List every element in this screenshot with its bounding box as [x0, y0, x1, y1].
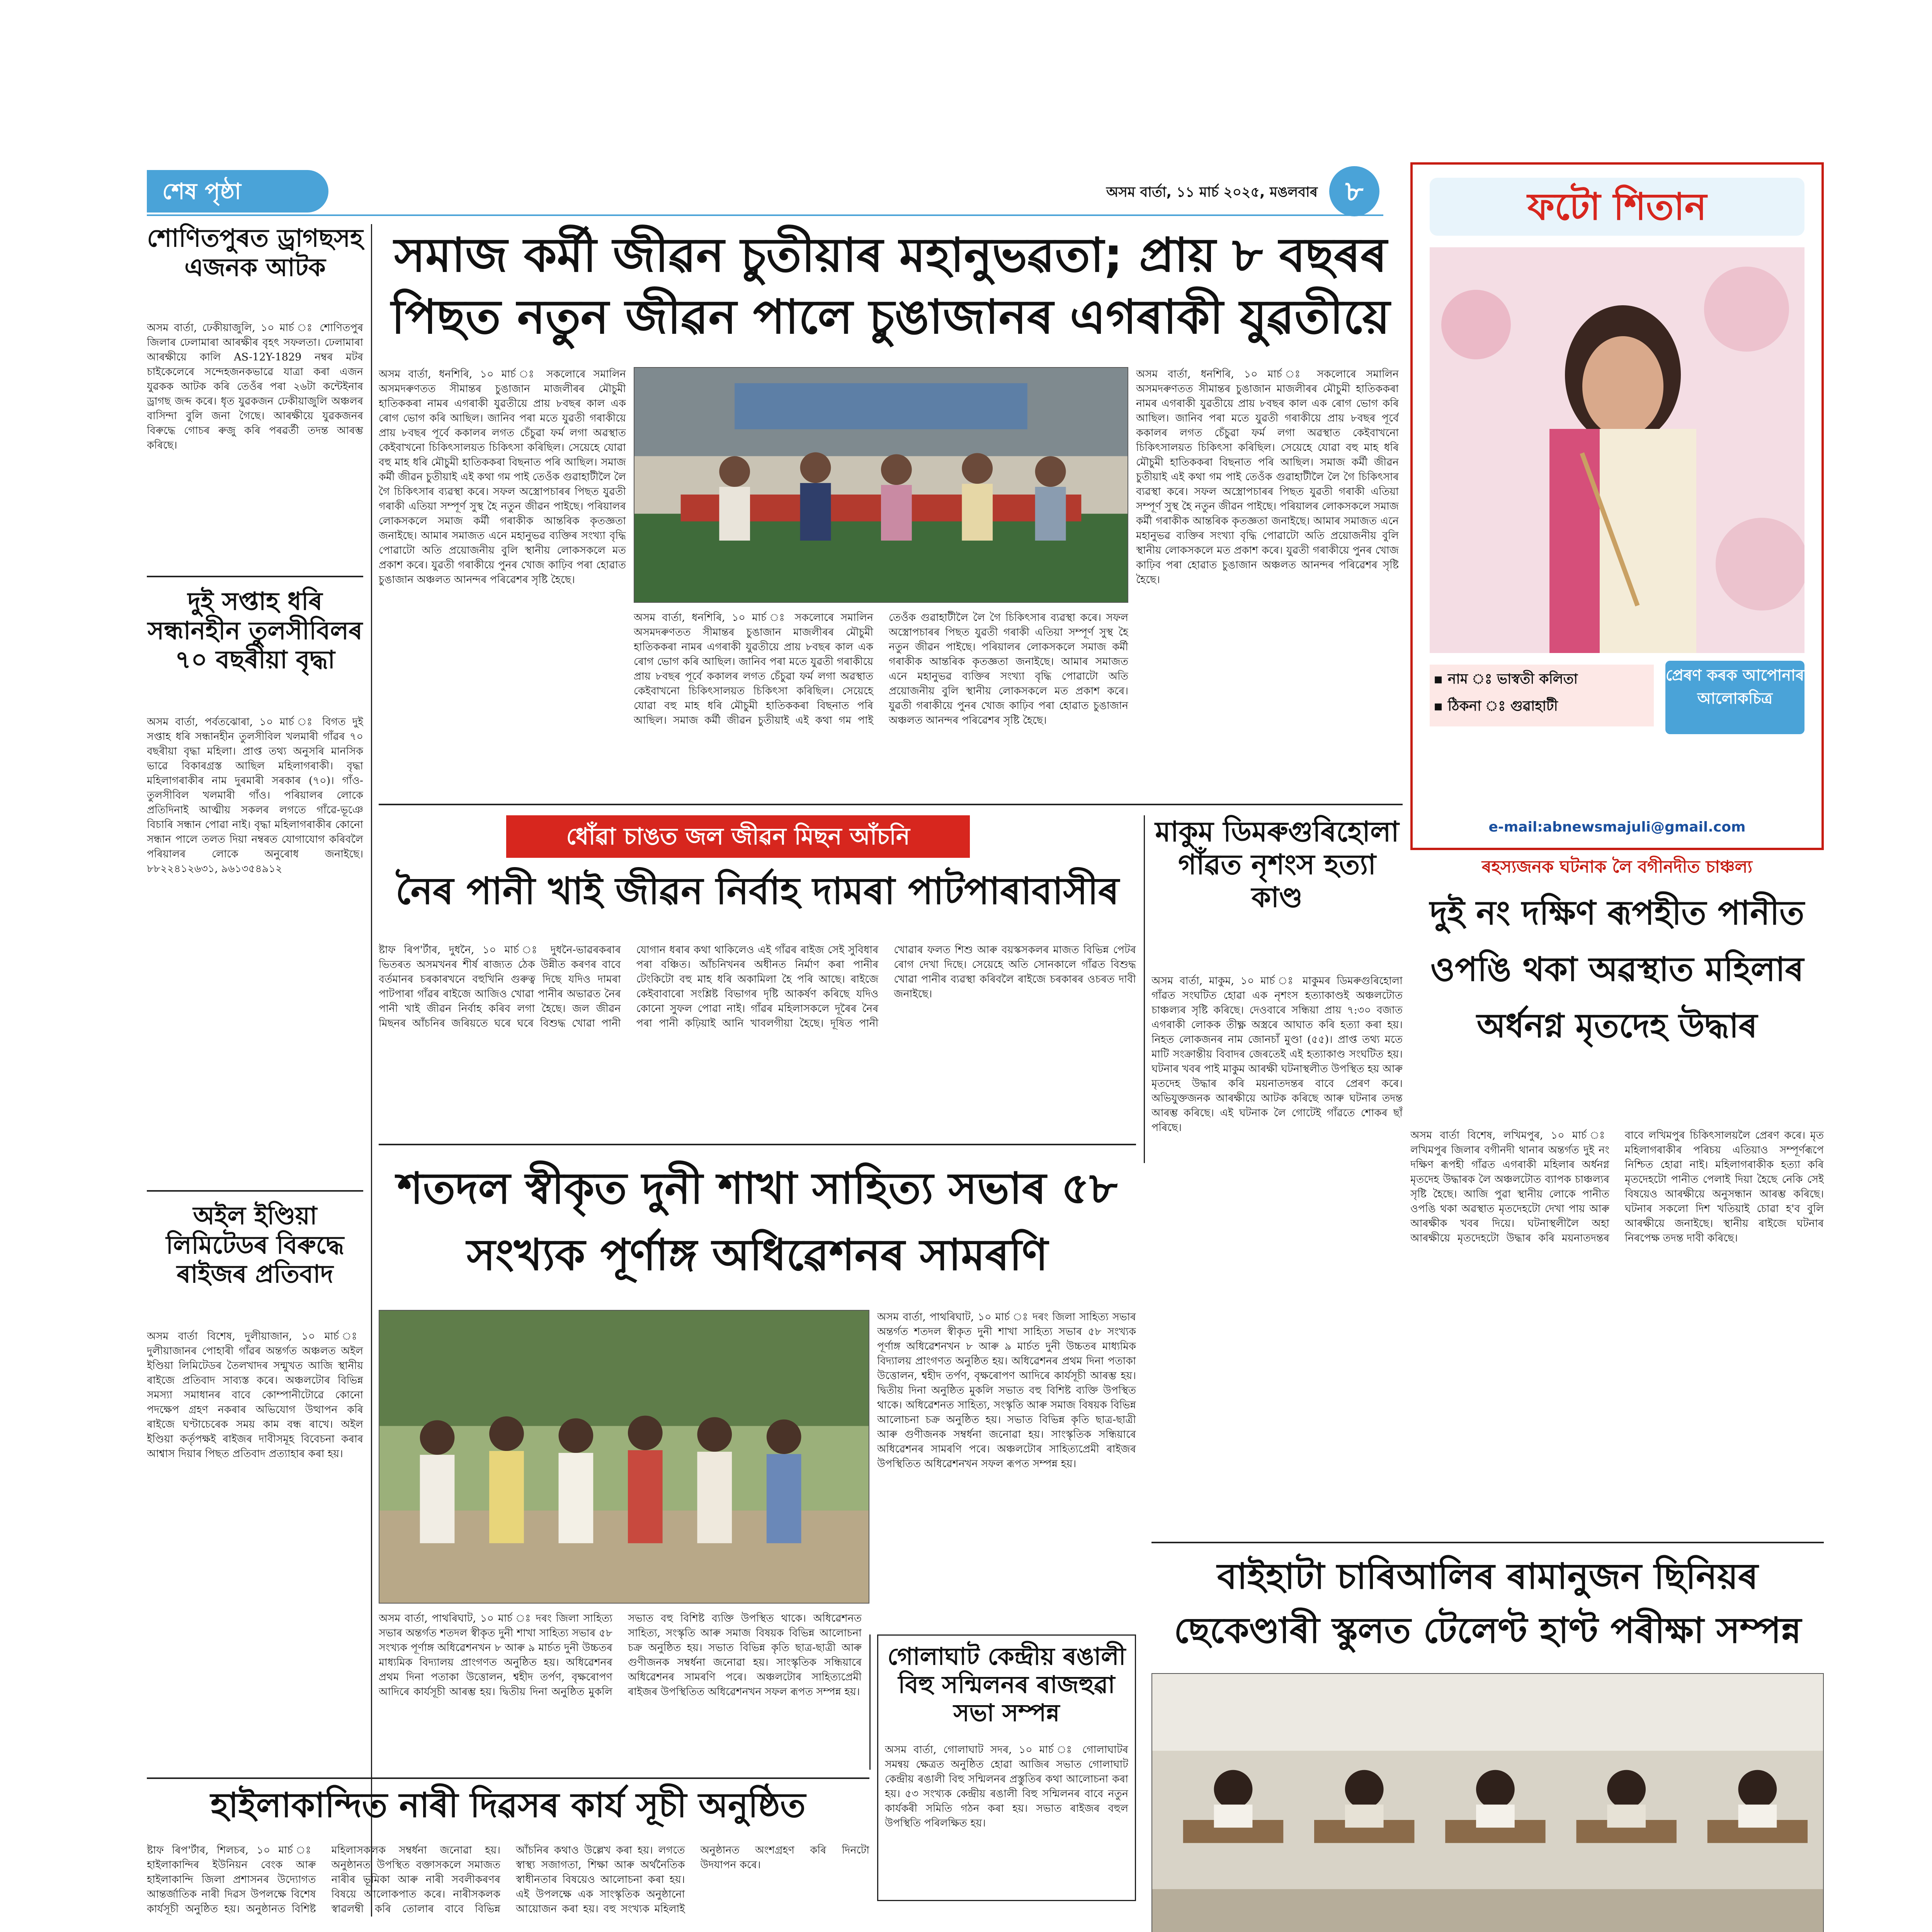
column-divider: [869, 1634, 871, 1770]
baihata-headline: বাইহাটা চাৰিআলিৰ ৰামানুজন ছিনিয়ৰ ছেকেণ্ডাৰী স্কুলত টেলেণ্ট হাণ্ট পৰীক্ষা সম্পন্ন: [1174, 1556, 1801, 1651]
column-divider: [371, 224, 372, 1917]
divider: [147, 1777, 869, 1779]
golaghat-headline: গোলাঘাট কেন্দ্ৰীয় ৰঙালী বিহু সন্মিলনৰ ৰাজহুৱা সভা সম্পন্ন: [887, 1642, 1126, 1727]
hailakandi-body: ষ্টাফ ৰিপ'ৰ্টাৰ, শিলচৰ, ১০ মাৰ্চ ঃ হাইলাকান্দিৰ ইউনিয়ন বেংক আৰু হাইলাকান্দি জিলা প্ৰশাসনৰ উদ্যোগত আন্তৰ্জাতিক নাৰী দিৱস উপলক্ষে বিশেষ কাৰ্যসূচী অনুষ্ঠিত হয়। অনুষ্ঠানত বিশিষ্ট মহিলাসকলক সম্বৰ্ধনা জনোৱা হয়। অনুষ্ঠানত উপস্থিত বক্তাসকলে সমাজত নাৰীৰ ভূমিকা আৰু নাৰী সবলীকৰণৰ বিষয়ে আলোকপাত কৰে। নাৰীসকলক স্বাৱলম্বী কৰি তোলাৰ বাবে বিভিন্ন আঁচনিৰ কথাও উল্লেখ কৰা হয়। লগতে স্বাস্থ্য সজাগতা, শিক্ষা আৰু অৰ্থনৈতিক স্বাধীনতাৰ বিষয়েও আলোচনা কৰা হয়। এই উপলক্ষে এক সাংস্কৃতিক অনুষ্ঠানো আয়োজন কৰা হয়। বহু সংখ্যক মহিলাই অনুষ্ঠানত অংশগ্ৰহণ কৰি দিনটো উদযাপন কৰে।: [147, 1844, 869, 1915]
oil-headline: অইল ইণ্ডিয়া লিমিটেডৰ বিৰুদ্ধে ৰাইজৰ প্ৰতিবাদ: [166, 1202, 344, 1289]
oil-body: অসম বাৰ্তা বিশেষ, দুলীয়াজান, ১০ মাৰ্চ ঃ দুলীয়াজানৰ পোহাৰী গাঁৱৰ অন্তৰ্গত অঞ্চলত অইল ইণ্ডিয়া লিমিটেডৰ তৈলখাদৰ সন্মুখত আজি স্থানীয় ৰাইজে প্ৰতিবাদ সাব্যস্ত কৰে। অঞ্চলটোৰ বিভিন্ন সমস্যা সমাধানৰ বাবে কোম্পানীটোৱে কোনো পদক্ষেপ গ্ৰহণ নকৰাৰ অভিযোগ উত্থাপন কৰি ৰাইজে ঘণ্টাচেৰেক সময় কাম বন্ধ ৰাখে। অইল ইণ্ডিয়া কৰ্তৃপক্ষই ৰাইজৰ দাবীসমূহ বিবেচনা কৰাৰ আশ্বাস দিয়াৰ পিছত প্ৰতিবাদ প্ৰত্যাহাৰ কৰা হয়।: [147, 1330, 363, 1460]
shatadal-headline: শতদল স্বীকৃত দুনী শাখা সাহিত্য সভাৰ ৫৮ সংখ্যক পূৰ্ণাঙ্গ অধিৱেশনৰ সামৰণি: [397, 1163, 1117, 1280]
shitan-address: ▪ ঠিকনা ঃ গুৱাহাটী: [1434, 698, 1558, 714]
lead-body-left: অসম বাৰ্তা, ধনশিৰি, ১০ মাৰ্চ ঃ সকলোৰে সমালিন অসমদৰুণতত সীমান্তৰ চুঙাজান মাজলীৰৰ মৌচুমী হাতিককৰা নামৰ এগৰাকী যুৱতীয়ে প্ৰায় ৮বছৰ কাল এক ৰোগ ভোগ কৰি আছিল। জানিব পৰা মতে যুৱতী গৰাকীয়ে প্ৰায় ৮বছৰ পূৰ্বে ককালৰ লগত চেঁচুৱা ফৰ্ম লগা অৱস্থাত কেইবাখনো চিকিৎসালয়ত চিকিৎসা কৰিছিল। সেয়েহে যোৱা বহু মাহ ধৰি মৌচুমী হাতিককৰা বিছনাত পৰি আছিল। সমাজ কৰ্মী জীৱন চুতীয়াই এই কথা গম পাই তেওঁক গুৱাহাটীলৈ লৈ গৈ চিকিৎসাৰ ব্যৱস্থা কৰে। সফল অস্ত্ৰোপচাৰৰ পিছত যুৱতী গৰাকী এতিয়া সম্পূৰ্ণ সুস্থ হৈ নতুন জীৱন পাইছে। পৰিয়ালৰ লোকসকলে সমাজ কৰ্মী গৰাকীক আন্তৰিক কৃতজ্ঞতা জনাইছে। আমাৰ সমাজত এনে মহানুভৱ ব্যক্তিৰ সংখ্যা বৃদ্ধি পোৱাটো অতি প্ৰয়োজনীয় বুলি স্থানীয় লোকসকলে মত প্ৰকাশ কৰে। যুৱতী গৰাকীয়ে পুনৰ খোজ কাঢ়িব পৰা হোৱাত চুঙাজান অঞ্চলত আনন্দৰ পৰিৱেশৰ সৃষ্টি হৈছে।: [379, 368, 626, 586]
dui-nong-headline: দুই নং দক্ষিণ ৰূপহীত পানীত ওপঙি থকা অৱস্থাত মহিলাৰ অৰ্ধনগ্ন মৃতদেহ উদ্ধাৰ: [1430, 894, 1804, 1045]
masthead-date: অসম বাৰ্তা, ১১ মাৰ্চ ২০২৫, মঙলবাৰ: [1106, 184, 1318, 200]
column-divider: [1144, 815, 1145, 1163]
golaghat-body: অসম বাৰ্তা, গোলাঘাট সদৰ, ১০ মাৰ্চ ঃ গোলাঘাটৰ সমন্বয় ক্ষেত্ৰত অনুষ্ঠিত হোৱা আজিৰ সভাত গোলাঘাট কেন্দ্ৰীয় ৰঙালী বিহু সন্মিলনৰ প্ৰস্তুতিৰ কথা আলোচনা কৰা হয়। ৫৩ সংখ্যক কেন্দ্ৰীয় ৰঙালী বিহু সন্মিলনৰ বাবে নতুন কাৰ্যকৰী সমিতি গঠন কৰা হয়। সভাত ৰাইজৰ বহুল উপস্থিতি পৰিলক্ষিত হয়।: [885, 1744, 1128, 1829]
dui-body: অসম বাৰ্তা, পৰ্বতঝোৰা, ১০ মাৰ্চ ঃ বিগত দুই সপ্তাহ ধৰি সন্ধানহীন তুলসীবিল খলমাৰী গাঁৱৰ ৭০ বছৰীয়া বৃদ্ধা মহিলা। প্ৰাপ্ত তথ্য অনুসৰি মানসিক ভাৱে বিকাৰগ্ৰস্ত আছিল মহিলাগৰাকী। বৃদ্ধা মহিলাগৰাকীৰ নাম দুৰমাৰী সৰকাৰ (৭০)। গাঁও-তুলসীবিল খলমাৰী গাঁও। পৰিয়ালৰ লোকে প্ৰতিদিনাই আত্মীয় সকলৰ লগতে গাঁৱে-ভূঞে বিচাৰি সন্ধান পোৱা নাই। বৃদ্ধা মহিলাগৰাকীৰ কোনো সন্ধান পালে তলত দিয়া নম্বৰত যোগাযোগ কৰিবলৈ পৰিয়ালৰ লোকে অনুৰোধ জনাইছে। ৮৮২২৪১২৬৩১, ৯৬১৩৫৪৯১২: [147, 716, 363, 875]
shitan-name: ▪ নাম ঃ ভাস্বতী কলিতা: [1434, 671, 1578, 687]
photo-shitan-title: ফটো শিতান: [1527, 185, 1707, 228]
shonit-body: অসম বাৰ্তা, ঢেকীয়াজুলি, ১০ মাৰ্চ ঃ শোণিতপুৰ জিলাৰ ঢেলামাৰা আৰক্ষীৰ বৃহৎ সফলতা। ঢেলামাৰা আৰক্ষীয়ে কালি AS-12Y-1829 নম্বৰ মটৰ চাইকেলেৰে সন্দেহজনকভাৱে যাত্ৰা কৰা এজন যুৱকক আটক কৰি তেওঁৰ পৰা ২৬টা কন্টেইনাৰ ড্ৰাগছ জব্দ কৰে। ধৃত যুৱকজন ঢেকীয়াজুলি অঞ্চলৰ বাসিন্দা বুলি জনা গৈছে। আৰক্ষীয়ে যুৱকজনৰ বিৰুদ্ধে গোচৰ ৰুজু কৰি পৰৱৰ্তী তদন্ত আৰম্ভ কৰিছে।: [147, 322, 363, 451]
divider: [147, 576, 363, 577]
makum-headline: মাকুম ডিমৰুগুৰিহোলা গাঁৱত নৃশংস হত্যা কাণ্ড: [1155, 815, 1399, 913]
divider: [147, 1190, 363, 1192]
shatadal-body-right: অসম বাৰ্তা, পাথৰিঘাট, ১০ মাৰ্চ ঃ দৰং জিলা সাহিত্য সভাৰ অন্তৰ্গত শতদল স্বীকৃত দুনী শাখা সাহিত্য সভাৰ ৫৮ সংখ্যক পূৰ্ণাঙ্গ অধিৱেশনখন ৮ আৰু ৯ মাৰ্চত দুনী উচ্চতৰ মাধ্যমিক বিদ্যালয় প্ৰাংগণত অনুষ্ঠিত হয়। অধিৱেশনৰ প্ৰথম দিনা পতাকা উত্তোলন, শ্বহীদ তৰ্পণ, বৃক্ষৰোপণ আদিৰে কাৰ্যসূচী আৰম্ভ হয়। দ্বিতীয় দিনা অনুষ্ঠিত মুকলি সভাত বহু বিশিষ্ট ব্যক্তি উপস্থিত থাকে। অধিৱেশনত সাহিত্য, সংস্কৃতি আৰু সমাজ বিষয়ক বিভিন্ন আলোচনা চক্ৰ অনুষ্ঠিত হয়। সভাত বিভিন্ন কৃতি ছাত্ৰ-ছাত্ৰী আৰু গুণীজনক সম্বৰ্ধনা জনোৱা হয়। সাংস্কৃতিক সন্ধিয়াৰে অধিৱেশনৰ সামৰণি পৰে। অঞ্চলটোৰ সাহিত্যপ্ৰেমী ৰাইজৰ উপস্থিতিত অধিৱেশনখন সফল ৰূপত সম্পন্ন হয়।: [877, 1311, 1136, 1470]
makum-body: অসম বাৰ্তা, মাকুম, ১০ মাৰ্চ ঃ মাকুমৰ ডিমৰুগুৰিহোলা গাঁৱত সংঘটিত হোৱা এক নৃশংস হত্যাকাণ্ডই অঞ্চলটোত চাঞ্চল্যৰ সৃষ্টি কৰিছে। দেওবাৰে সন্ধিয়া প্ৰায় ৭:৩০ বজাত এগৰাকী লোকক তীক্ষ্ণ অস্ত্ৰৰে আঘাত কৰি হত্যা কৰা হয়। নিহত লোকজনৰ নাম জোনচাঁ মুণ্ডা (৫৫)। প্ৰাপ্ত তথ্য মতে মাটি সংক্ৰান্তীয় বিবাদৰ জেৰতেই এই হত্যাকাণ্ড সংঘটিত হয়। ঘটনাৰ খবৰ পাই মাকুম আৰক্ষী ঘটনাস্থলীত উপস্থিত হয় আৰু মৃতদেহ উদ্ধাৰ কৰি ময়নাতদন্তৰ বাবে প্ৰেৰণ কৰে। অভিযুক্তজনক আৰক্ষীয়ে আটক কৰিছে আৰু ঘটনাৰ তদন্ত আৰম্ভ কৰিছে। এই ঘটনাক লৈ গোটেই গাঁৱতে শোকৰ ছাঁ পৰিছে।: [1151, 975, 1403, 1134]
lead-body-right: অসম বাৰ্তা, ধনশিৰি, ১০ মাৰ্চ ঃ সকলোৰে সমালিন অসমদৰুণতত সীমান্তৰ চুঙাজান মাজলীৰৰ মৌচুমী হাতিককৰা নামৰ এগৰাকী যুৱতীয়ে প্ৰায় ৮বছৰ কাল এক ৰোগ ভোগ কৰি আছিল। জানিব পৰা মতে যুৱতী গৰাকীয়ে প্ৰায় ৮বছৰ পূৰ্বে ককালৰ লগত চেঁচুৱা ফৰ্ম লগা অৱস্থাত কেইবাখনো চিকিৎসালয়ত চিকিৎসা কৰিছিল। সেয়েহে যোৱা বহু মাহ ধৰি মৌচুমী হাতিককৰা বিছনাত পৰি আছিল। সমাজ কৰ্মী জীৱন চুতীয়াই এই কথা গম পাই তেওঁক গুৱাহাটীলৈ লৈ গৈ চিকিৎসাৰ ব্যৱস্থা কৰে। সফল অস্ত্ৰোপচাৰৰ পিছত যুৱতী গৰাকী এতিয়া সম্পূৰ্ণ সুস্থ হৈ নতুন জীৱন পাইছে। পৰিয়ালৰ লোকসকলে সমাজ কৰ্মী গৰাকীক আন্তৰিক কৃতজ্ঞতা জনাইছে। আমাৰ সমাজত এনে মহানুভৱ ব্যক্তিৰ সংখ্যা বৃদ্ধি পোৱাটো অতি প্ৰয়োজনীয় বুলি স্থানীয় লোকসকলে মত প্ৰকাশ কৰে। যুৱতী গৰাকীয়ে পুনৰ খোজ কাঢ়িব পৰা হোৱাত চুঙাজান অঞ্চলত আনন্দৰ পৰিৱেশৰ সৃষ্টি হৈছে।: [1136, 368, 1399, 586]
nair-headline: নৈৰ পানী খাই জীৱন নিৰ্বাহ দামৰা পাটপাৰাবাসীৰ: [395, 869, 1119, 913]
shitan-prompt: প্ৰেৰণ কৰক আপোনাৰ আলোকচিত্ৰ: [1665, 661, 1804, 734]
shonit-headline: শোণিতপুৰত ড্ৰাগছসহ এজনক আটক: [147, 224, 363, 282]
nair-body: ষ্টাফ ৰিপ'ৰ্টাৰ, দুধনৈ, ১০ মাৰ্চ ঃ দুধনৈ-ভাৱৰকৰাৰ ভিতৰত অসমখনৰ শীৰ্ষ ৰাজ্যত ঠেক উন্নীত কৰণৰ বাবে বৰ্তমানৰ চৰকাৰখনে বহুখিনি গুৰুত্ব দিছে যদিও দামৰা পাটপাৰা গাঁৱৰ ৰাইজে আজিও খোৱা পানীৰ অভাৱত নৈৰ পানী খাই জীৱন নিৰ্বাহ কৰিব লগা হৈছে। জল জীৱন মিছনৰ আঁচনিৰ জৰিয়তে ঘৰে ঘৰে বিশুদ্ধ খোৱা পানী যোগান ধৰাৰ কথা থাকিলেও এই গাঁৱৰ ৰাইজ সেই সুবিধাৰ পৰা বঞ্চিত। আঁচনিখনৰ অধীনত নিৰ্মাণ কৰা পানীৰ টেংকিটো বহু মাহ ধৰি অকামিলা হৈ পৰি আছে। ৰাইজে কেইবাবাৰো সংশ্লিষ্ট বিভাগৰ দৃষ্টি আকৰ্ষণ কৰিছে যদিও কোনো সুফল পোৱা নাই। গাঁৱৰ মহিলাসকলে দূৰৈৰ নৈৰ পৰা পানী কঢ়িয়াই আনি খাবলগীয়া হৈছে। দূষিত পানী খোৱাৰ ফলত শিশু আৰু বয়স্কসকলৰ মাজত বিভিন্ন পেটৰ ৰোগ দেখা দিছে। সেয়েহে অতি সোনকালে গাঁৱত বিশুদ্ধ খোৱা পানীৰ ব্যৱস্থা কৰিবলৈ ৰাইজে চৰকাৰৰ ওচৰত দাবী জনাইছে।: [379, 944, 1136, 1029]
divider: [1151, 1542, 1824, 1543]
masthead-line: [147, 214, 1383, 216]
photo-shitan-image: [1430, 247, 1804, 653]
divider: [379, 1144, 1136, 1145]
shitan-email[interactable]: e-mail:abnewsmajuli@gmail.com: [1488, 819, 1746, 835]
lead-photo: [634, 367, 1128, 603]
jiban-banner: ধোঁৱা চাঙত জল জীৱন মিছন আঁচনি: [506, 815, 970, 858]
shatadal-body-below: অসম বাৰ্তা, পাথৰিঘাট, ১০ মাৰ্চ ঃ দৰং জিলা সাহিত্য সভাৰ অন্তৰ্গত শতদল স্বীকৃত দুনী শাখা সাহিত্য সভাৰ ৫৮ সংখ্যক পূৰ্ণাঙ্গ অধিৱেশনখন ৮ আৰু ৯ মাৰ্চত দুনী উচ্চতৰ মাধ্যমিক বিদ্যালয় প্ৰাংগণত অনুষ্ঠিত হয়। অধিৱেশনৰ প্ৰথম দিনা পতাকা উত্তোলন, শ্বহীদ তৰ্পণ, বৃক্ষৰোপণ আদিৰে কাৰ্যসূচী আৰম্ভ হয়। দ্বিতীয় দিনা অনুষ্ঠিত মুকলি সভাত বহু বিশিষ্ট ব্যক্তি উপস্থিত থাকে। অধিৱেশনত সাহিত্য, সংস্কৃতি আৰু সমাজ বিষয়ক বিভিন্ন আলোচনা চক্ৰ অনুষ্ঠিত হয়। সভাত বিভিন্ন কৃতি ছাত্ৰ-ছাত্ৰী আৰু গুণীজনক সম্বৰ্ধনা জনোৱা হয়। সাংস্কৃতিক সন্ধিয়াৰে অধিৱেশনৰ সামৰণি পৰে। অঞ্চলটোৰ সাহিত্যপ্ৰেমী ৰাইজৰ উপস্থিতিত অধিৱেশনখন সফল ৰূপত সম্পন্ন হয়।: [379, 1612, 862, 1698]
baihata-photo: [1151, 1673, 1824, 1932]
hailakandi-headline: হাইলাকান্দিত নাৰী দিৱসৰ কাৰ্য সূচী অনুষ্ঠিত: [211, 1785, 806, 1825]
dui-headline: দুই সপ্তাহ ধৰি সন্ধানহীন তুলসীবিলৰ ৭০ বছৰীয়া বৃদ্ধা: [147, 587, 363, 675]
dui-nong-body: অসম বাৰ্তা বিশেষ, লখিমপুৰ, ১০ মাৰ্চ ঃ লখিমপুৰ জিলাৰ বগীনদী থানাৰ অন্তৰ্গত দুই নং দক্ষিণ ৰূপহী গাঁৱত এগৰাকী মহিলাৰ অৰ্ধনগ্ন মৃতদেহ উদ্ধাৰক লৈ অঞ্চলটোত ব্যাপক চাঞ্চল্যৰ সৃষ্টি হৈছে। আজি পুৱা স্থানীয় লোকে পানীত ওপঙি থকা অৱস্থাত মৃতদেহটো দেখা পায় আৰু আৰক্ষীক খবৰ দিয়ে। ঘটনাস্থলীলৈ অহা আৰক্ষীয়ে মৃতদেহটো উদ্ধাৰ কৰি ময়নাতদন্তৰ বাবে লখিমপুৰ চিকিৎসালয়লৈ প্ৰেৰণ কৰে। মৃত মহিলাগৰাকীৰ পৰিচয় এতিয়াও সম্পূৰ্ণৰূপে নিশ্চিত হোৱা নাই। মহিলাগৰাকীক হত্যা কৰি মৃতদেহটো পানীত পেলাই দিয়া হৈছে নেকি সেই বিষয়েও আৰক্ষীয়ে অনুসন্ধান আৰম্ভ কৰিছে। ঘটনাৰ সকলো দিশ খতিয়াই চোৱা হ'ব বুলি আৰক্ষীয়ে জনাইছে। স্থানীয় ৰাইজে ঘটনাৰ নিৰপেক্ষ তদন্ত দাবী কৰিছে।: [1410, 1129, 1824, 1244]
section-label: শেষ পৃষ্ঠা: [162, 178, 241, 204]
shatadal-photo: [379, 1310, 869, 1604]
divider: [379, 804, 1403, 805]
lead-headline: সমাজ কৰ্মী জীৱন চুতীয়াৰ মহানুভৱতা; প্ৰায় ৮ বছৰৰ পিছত নতুন জীৱন পালে চুঙাজানৰ এগৰাকী যুৱতীয়ে: [391, 228, 1390, 344]
dui-nong-kicker: ৰহস্যজনক ঘটনাক লৈ বগীনদীত চাঞ্চল্য: [1481, 857, 1753, 877]
lead-body-below-photo: অসম বাৰ্তা, ধনশিৰি, ১০ মাৰ্চ ঃ সকলোৰে সমালিন অসমদৰুণতত সীমান্তৰ চুঙাজান মাজলীৰৰ মৌচুমী হাতিককৰা নামৰ এগৰাকী যুৱতীয়ে প্ৰায় ৮বছৰ কাল এক ৰোগ ভোগ কৰি আছিল। জানিব পৰা মতে যুৱতী গৰাকীয়ে প্ৰায় ৮বছৰ পূৰ্বে ককালৰ লগত চেঁচুৱা ফৰ্ম লগা অৱস্থাত কেইবাখনো চিকিৎসালয়ত চিকিৎসা কৰিছিল। সেয়েহে যোৱা বহু মাহ ধৰি মৌচুমী হাতিককৰা বিছনাত পৰি আছিল। সমাজ কৰ্মী জীৱন চুতীয়াই এই কথা গম পাই তেওঁক গুৱাহাটীলৈ লৈ গৈ চিকিৎসাৰ ব্যৱস্থা কৰে। সফল অস্ত্ৰোপচাৰৰ পিছত যুৱতী গৰাকী এতিয়া সম্পূৰ্ণ সুস্থ হৈ নতুন জীৱন পাইছে। পৰিয়ালৰ লোকসকলে সমাজ কৰ্মী গৰাকীক আন্তৰিক কৃতজ্ঞতা জনাইছে। আমাৰ সমাজত এনে মহানুভৱ ব্যক্তিৰ সংখ্যা বৃদ্ধি পোৱাটো অতি প্ৰয়োজনীয় বুলি স্থানীয় লোকসকলে মত প্ৰকাশ কৰে। যুৱতী গৰাকীয়ে পুনৰ খোজ কাঢ়িব পৰা হোৱাত চুঙাজান অঞ্চলত আনন্দৰ পৰিৱেশৰ সৃষ্টি হৈছে।: [634, 612, 1128, 726]
page-number: ৮: [1345, 175, 1364, 207]
